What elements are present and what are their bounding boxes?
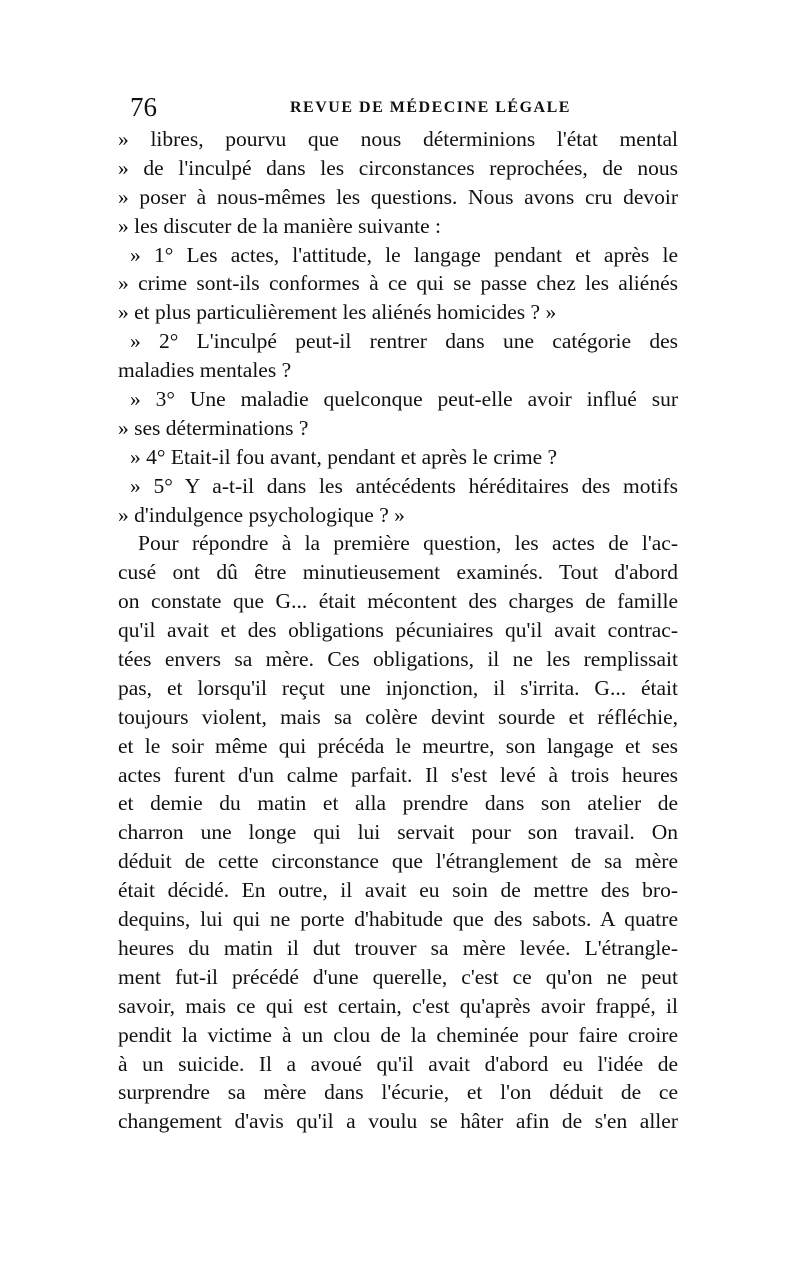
text-line: » poser à nous-mêmes les questions. Nous avons cru devoir bbox=[118, 184, 678, 209]
text-line: on constate que G... était mécontent des charges de famille bbox=[118, 589, 678, 614]
text-line: actes furent d'un calme parfait. Il s'est levé à trois heures bbox=[118, 762, 678, 787]
text-line: » de l'inculpé dans les circonstances reprochées, de nous bbox=[118, 155, 678, 180]
text-line: Pour répondre à la première question, les actes de l'ac- bbox=[138, 531, 678, 556]
text-line: et le soir même qui précéda le meurtre, son langage et ses bbox=[118, 733, 678, 758]
journal-title: REVUE DE MÉDECINE LÉGALE bbox=[290, 99, 571, 116]
text-line: » 5° Y a-t-il dans les antécédents héréditaires des motifs bbox=[130, 473, 678, 498]
running-head bbox=[130, 90, 675, 124]
text-line: » et plus particulièrement les aliénés homicides ? » bbox=[118, 300, 557, 325]
text-line: surprendre sa mère dans l'écurie, et l'on déduit de ce bbox=[118, 1080, 678, 1105]
text-line: » 1° Les actes, l'attitude, le langage pendant et après le bbox=[130, 242, 678, 267]
page-number: 76 bbox=[130, 92, 157, 122]
text-line: » libres, pourvu que nous déterminions l'état mental bbox=[118, 127, 678, 151]
text-line: » 4° Etait-il fou avant, pendant et après le crime ? bbox=[130, 444, 558, 469]
text-line: et demie du matin et alla prendre dans son atelier de bbox=[118, 791, 678, 816]
text-line: tées envers sa mère. Ces obligations, il ne les remplissait bbox=[118, 647, 678, 672]
text-line: maladies mentales ? bbox=[118, 358, 292, 383]
text-line: savoir, mais ce qui est certain, c'est qu'après avoir frappé, il bbox=[118, 993, 678, 1018]
text-line: » ses déterminations ? bbox=[118, 415, 309, 440]
text-line: à un suicide. Il a avoué qu'il avait d'abord eu l'idée de bbox=[118, 1051, 678, 1076]
text-line: toujours violent, mais sa colère devint sourde et réfléchie, bbox=[118, 704, 678, 729]
text-line: » 2° L'inculpé peut-il rentrer dans une catégorie des bbox=[130, 329, 678, 354]
text-line: qu'il avait et des obligations pécuniaires qu'il avait contrac- bbox=[118, 618, 678, 643]
text-line: dequins, lui qui ne porte d'habitude que des sabots. A quatre bbox=[118, 907, 678, 932]
text-line: » d'indulgence psychologique ? » bbox=[118, 502, 405, 527]
text-line: » crime sont-ils conformes à ce qui se passe chez les aliénés bbox=[118, 271, 678, 296]
body-text bbox=[118, 125, 678, 1136]
text-line: » les discuter de la manière suivante : bbox=[118, 213, 441, 238]
text-line: pas, et lorsqu'il reçut une injonction, il s'irrita. G... était bbox=[118, 675, 678, 700]
text-line: pendit la victime à un clou de la cheminée pour faire croire bbox=[118, 1022, 678, 1047]
text-line: changement d'avis qu'il a voulu se hâter afin de s'en aller bbox=[118, 1109, 678, 1134]
text-line: charron une longe qui lui servait pour son travail. On bbox=[118, 820, 678, 845]
text-line: heures du matin il dut trouver sa mère levée. L'étrangle- bbox=[118, 935, 678, 960]
text-line: » 3° Une maladie quelconque peut-elle avoir influé sur bbox=[130, 387, 678, 412]
text-line: déduit de cette circonstance que l'étranglement de sa mère bbox=[118, 849, 678, 874]
text-line: cusé ont dû être minutieusement examinés. Tout d'abord bbox=[118, 560, 678, 585]
text-line: ment fut-il précédé d'une querelle, c'est ce qu'on ne peut bbox=[118, 964, 678, 989]
text-line: était décidé. En outre, il avait eu soin de mettre des bro- bbox=[118, 878, 678, 903]
